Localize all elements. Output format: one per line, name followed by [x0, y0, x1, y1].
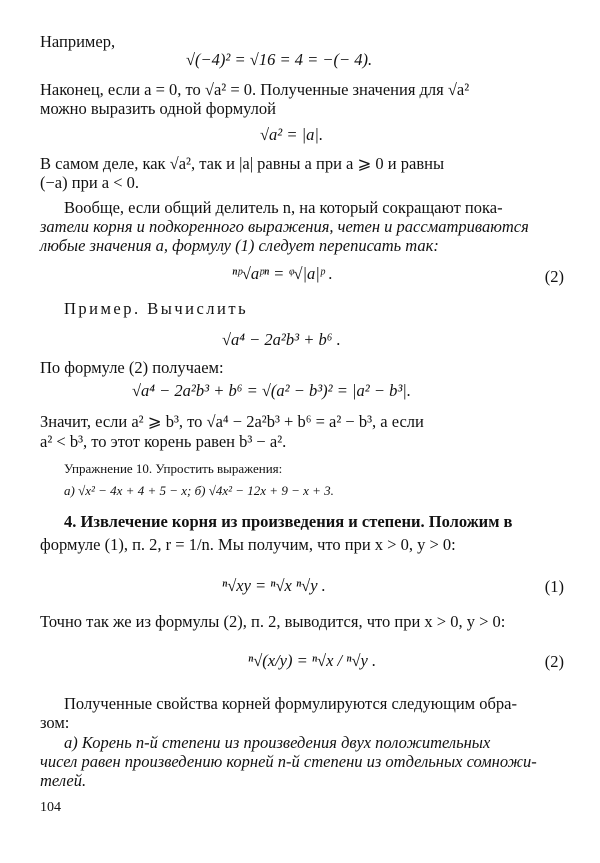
equation: ⁿ√(x/y) = ⁿ√x / ⁿ√y .: [248, 651, 377, 670]
equation: ⁿ√xy = ⁿ√x ⁿ√y .: [222, 576, 326, 595]
text-line: (−a) при a < 0.: [40, 173, 140, 192]
equation-number: (2): [544, 652, 564, 671]
equation: √a⁴ − 2a²b³ + b⁶ = √(a² − b³)² = |a² − b³|.: [132, 381, 411, 400]
text-line: Например,: [40, 32, 116, 51]
text-line: любые значения a, формулу (1) следует переписать так:: [40, 236, 439, 255]
text-line: Пример. Вычислить: [64, 299, 249, 318]
text-line: В самом деле, как √a², так и |a| равны a при a ⩾ 0 и равны: [40, 154, 445, 173]
exercise-items: а) √x² − 4x + 4 + 5 − x; б) √4x² − 12x + 9 − x + 3.: [64, 483, 334, 498]
text-line: Полученные свойства корней формулируются следующим обра-: [64, 694, 517, 713]
equation: √(−4)² = √16 = 4 = −(− 4).: [186, 50, 373, 69]
equation: ⁿᵖ√aᵖⁿ = ᵠ√|a|ᵖ .: [232, 264, 333, 283]
text-line: Вообще, если общий делитель n, на который сокращают пока-: [64, 198, 503, 217]
equation-number: (1): [544, 577, 564, 596]
section-heading: 4. Извлечение корня из произведения и степени. Положим в: [64, 512, 513, 531]
text-line: зом:: [40, 713, 70, 732]
text-line: затели корня и подкоренного выражения, четен и рассматриваются: [40, 217, 529, 236]
text-line: формуле (1), п. 2, r = 1/n. Мы получим, что при x > 0, y > 0:: [40, 535, 456, 554]
page-number: 104: [40, 800, 61, 815]
text-line: По формуле (2) получаем:: [40, 358, 224, 377]
equation-number: (2): [544, 267, 564, 286]
text-line: Значит, если a² ⩾ b³, то √a⁴ − 2a²b³ + b⁶ = a² − b³, а если: [40, 412, 424, 431]
text-line: Точно так же из формулы (2), п. 2, выводится, что при x > 0, y > 0:: [40, 612, 506, 631]
exercise-title: Упражнение 10. Упростить выражения:: [64, 461, 283, 476]
text-line: a² < b³, то этот корень равен b³ − a².: [40, 432, 287, 451]
text-line: Наконец, если a = 0, то √a² = 0. Полученные значения для √a²: [40, 80, 470, 99]
equation: √a⁴ − 2a²b³ + b⁶ .: [222, 330, 341, 349]
text-line: телей.: [40, 771, 87, 790]
text-line: а) Корень n-й степени из произведения двух положительных: [64, 733, 491, 752]
text-line: можно выразить одной формулой: [40, 99, 276, 118]
equation: √a² = |a|.: [260, 125, 324, 144]
text-line: чисел равен произведению корней n-й степени из отдельных сомножи-: [40, 752, 537, 771]
